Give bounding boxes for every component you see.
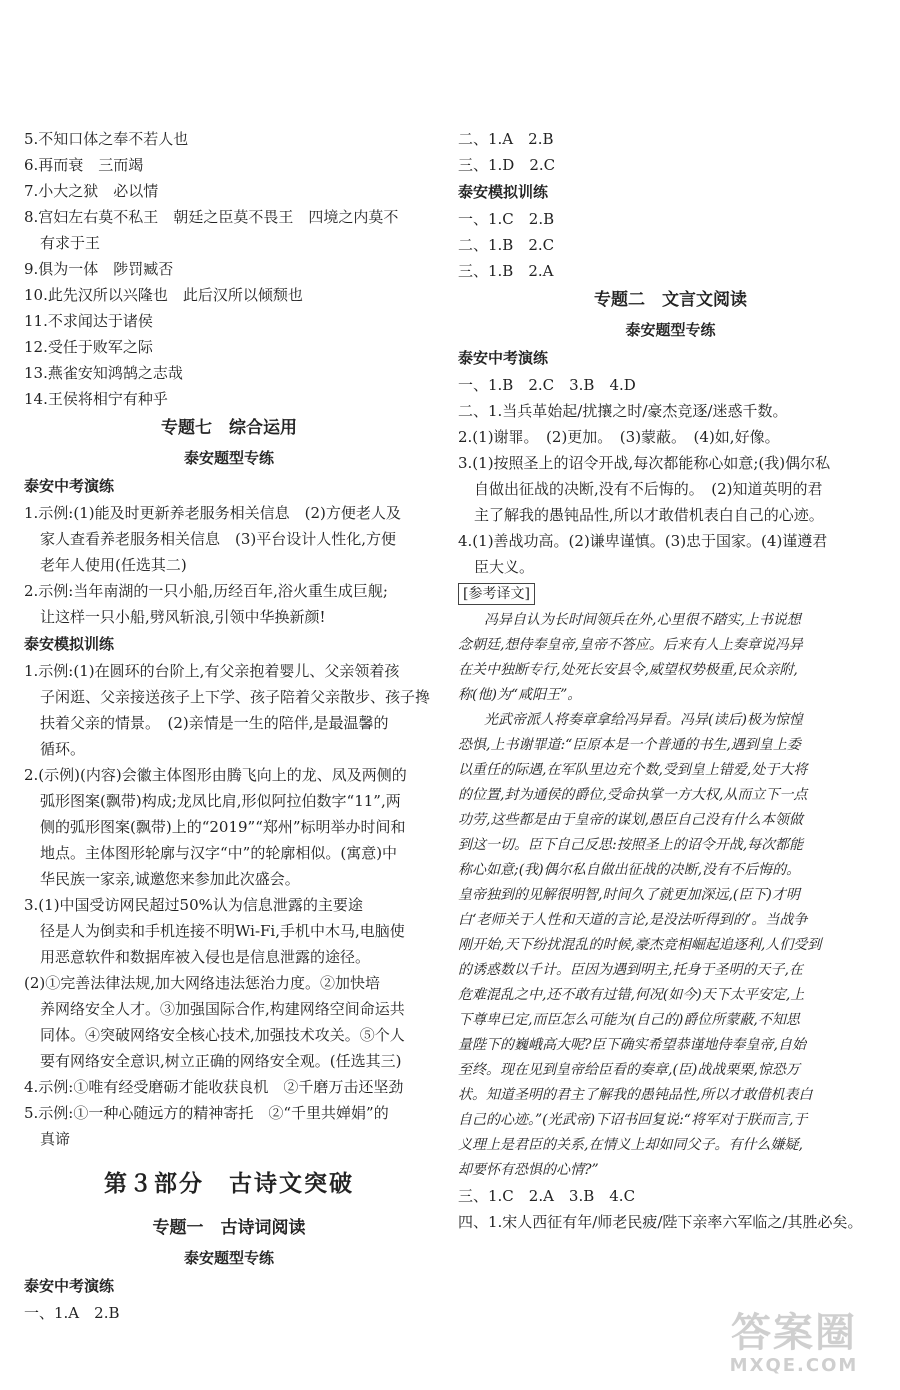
text-line: 下尊卑已定,而臣怎么可能为(自己的)爵位所蒙蔽,不知思: [458, 1012, 800, 1028]
text-line: 二、1.A 2.B: [458, 130, 554, 148]
watermark-url: MXQE.COM: [729, 1355, 859, 1376]
section-mock-training: 泰安模拟训练: [24, 635, 115, 653]
text-line: 到这一切。臣下自己反思:按照圣上的诏令开战,每次都能: [458, 837, 804, 853]
section-exam-practice-2: 泰安中考演练: [24, 1277, 115, 1295]
text-line: 的诱惑数以千计。臣因为遇到明主,托身于圣明的天子,在: [458, 962, 803, 978]
reference-translation: [458, 608, 883, 1183]
answer-list-exam-3: [458, 372, 883, 580]
text-line: 主了解我的愚钝品性,所以才敢借机表白自己的心迹。: [474, 506, 824, 524]
text-line: 1.示例:(1)在圆环的台阶上,有父亲抱着婴儿、父亲领着孩: [24, 662, 400, 680]
answer-list-exam: [24, 500, 434, 630]
text-line: 臣大义。: [474, 558, 535, 576]
text-line: 刚开始,天下纷扰混乱的时候,豪杰竞相崛起追逐利,人们受到: [458, 937, 822, 953]
text-line: 让这样一只小船,劈风斩浪,引领中华换新颜!: [40, 608, 326, 626]
text-line: 3.(1)中国受访网民超过50%认为信息泄露的主要途: [24, 896, 363, 914]
text-line: 以重任的际遇,在军队里边充个数,受到皇上错爱,处于大将: [458, 762, 808, 778]
text-line: 华民族一家亲,诚邀您来参加此次盛会。: [40, 870, 300, 888]
text-line: 2.(1)谢罪。 (2)更加。 (3)蒙蔽。 (4)如,好像。: [458, 428, 780, 446]
text-line: 7.小大之狱 必以情: [24, 182, 159, 200]
text-line: 二、1.B 2.C: [458, 236, 555, 254]
text-line: 自己的心迹。”(光武帝)下诏书回复说:“将军对于朕而言,于: [458, 1112, 808, 1128]
reference-translation-label: [参考译文]: [458, 583, 535, 605]
text-line: 真谛: [40, 1130, 71, 1148]
answer-list-end: [458, 1183, 883, 1235]
text-line: 用恶意软件和数据库被入侵也是信息泄露的途径。: [40, 948, 371, 966]
text-line: 要有网络安全意识,树立正确的网络安全观。(任选其三): [40, 1052, 402, 1070]
text-line: 三、1.C 2.A 3.B 4.C: [458, 1187, 636, 1205]
text-line: 二、1.当兵革始起/扰攘之时/豪杰竞逐/迷惑千数。: [458, 402, 788, 420]
text-line: 危难混乱之中,还不敢有过错,何况(如今)天下太平安定,上: [458, 987, 805, 1003]
text-line: 扶着父亲的情景。 (2)亲情是一生的陪伴,是最温馨的: [40, 714, 389, 732]
text-line: 12.受任于败军之际: [24, 338, 153, 356]
answer-list-poetry: [458, 126, 883, 178]
text-line: 三、1.D 2.C: [458, 156, 556, 174]
text-line: 8.宫妇左右莫不私王 朝廷之臣莫不畏王 四境之内莫不: [24, 208, 399, 226]
text-line: 白‘老师关于人性和天道的言论,是没法听得到的’。当战争: [458, 912, 808, 928]
section-exam-practice-3: 泰安中考演练: [458, 349, 549, 367]
text-line: 义理上是君臣的关系,在情义上却如同父子。有什么嫌疑,: [458, 1137, 803, 1153]
text-line: 9.俱为一体 陟罚臧否: [24, 260, 174, 278]
text-line: 地点。主体图形轮廓与汉字“中”的轮廓相似。(寓意)中: [40, 844, 398, 862]
text-line: 冯异自认为长时间领兵在外,心里很不踏实,上书说想: [484, 612, 801, 628]
text-line: 5.示例:①一种心随远方的精神寄托 ②“千里共婵娟”的: [24, 1104, 389, 1122]
text-line: 家人查看养老服务相关信息 (3)平台设计人性化,方便: [40, 530, 397, 548]
text-line: 3.(1)按照圣上的诏令开战,每次都能称心如意;(我)偶尔私: [458, 454, 831, 472]
text-line: 皇帝独到的见解很明智,时间久了就更加深远,(臣下)才明: [458, 887, 800, 903]
text-line: 同体。④突破网络安全核心技术,加强技术攻关。⑤个人: [40, 1026, 405, 1044]
text-line: 一、1.A 2.B: [24, 1304, 120, 1322]
text-line: 状。知道圣明的君主了解我的愚钝品性,所以才敢借机表白: [458, 1087, 813, 1103]
answer-list-classical-quotes: [24, 126, 434, 412]
text-line: 2.示例:当年南湖的一只小船,历经百年,浴火重生成巨舰;: [24, 582, 388, 600]
text-line: 却要怀有恐惧的心情?”: [458, 1162, 599, 1178]
topic7-subtitle: 泰安题型专练: [183, 449, 274, 467]
topic7-title: 专题七 综合运用: [161, 418, 297, 438]
text-line: 6.再而衰 三而竭: [24, 156, 144, 174]
answer-list-mock-2: [458, 206, 883, 284]
text-line: 一、1.C 2.B: [458, 210, 555, 228]
watermark-logo: [704, 1311, 884, 1376]
text-line: 光武帝派人将奏章拿给冯异看。冯异(读后)极为惊惶: [484, 712, 803, 728]
text-line: 在关中独断专行,处死长安县令,威望权势极重,民众亲附,: [458, 662, 798, 678]
text-line: 老年人使用(任选其二): [40, 556, 187, 574]
text-line: 一、1.B 2.C 3.B 4.D: [458, 376, 636, 394]
text-line: 功劳,这些都是由于皇帝的谋划,愚臣自己没有什么本领做: [458, 812, 803, 828]
text-line: 2.(示例)(内容)会徽主体图形由腾飞向上的龙、凤及两侧的: [24, 766, 407, 784]
section-mock-training-2: 泰安模拟训练: [458, 183, 549, 201]
text-line: 自做出征战的决断,没有不后悔的。 (2)知道英明的君: [474, 480, 823, 498]
section-exam-practice: 泰安中考演练: [24, 477, 115, 495]
text-line: 有求于王: [40, 234, 101, 252]
topic2-subtitle: 泰安题型专练: [625, 321, 716, 339]
text-line: 量陛下的巍峨高大呢?臣下确实希望恭谨地侍奉皇帝,自始: [458, 1037, 806, 1053]
text-line: 的位置,封为通侯的爵位,受命执掌一方大权,从而立下一点: [458, 787, 808, 803]
text-line: 至终。现在见到皇帝给臣看的奏章,(臣)战战栗栗,惊恐万: [458, 1062, 800, 1078]
text-line: 循环。: [40, 740, 86, 758]
topic1-title: 专题一 古诗词阅读: [152, 1218, 306, 1238]
text-line: 弧形图案(飘带)构成;龙凤比肩,形似阿拉伯数字“11”,两: [40, 792, 401, 810]
part3-title: 第３部分 古诗文突破: [104, 1170, 354, 1197]
right-column: [458, 126, 883, 1235]
answer-list-exam-2: [24, 1300, 434, 1326]
text-line: 4.示例:①唯有经受磨砺才能收获良机 ②千磨万击还坚劲: [24, 1078, 404, 1096]
topic2-title: 专题二 文言文阅读: [594, 290, 747, 310]
text-line: 侧的弧形图案(飘带)上的“2019”“郑州”标明举办时间和: [40, 818, 406, 836]
text-line: 称(他)为“咸阳王”。: [458, 687, 582, 703]
watermark-text: 答案圈: [731, 1310, 857, 1356]
topic1-subtitle: 泰安题型专练: [183, 1249, 274, 1267]
text-line: 14.王侯将相宁有种乎: [24, 390, 168, 408]
text-line: 念朝廷,想侍奉皇帝,皇帝不答应。后来有人上奏章说冯异: [458, 637, 803, 653]
text-line: 1.示例:(1)能及时更新养老服务相关信息 (2)方便老人及: [24, 504, 401, 522]
text-line: 恐惧,上书谢罪道:“臣原本是一个普通的书生,遇到皇上委: [458, 737, 801, 753]
left-column: [24, 126, 434, 1326]
text-line: (2)①完善法律法规,加大网络违法惩治力度。②加快培: [24, 974, 381, 992]
text-line: 径是人为倒卖和手机连接不明Wi-Fi,手机中木马,电脑使: [40, 922, 405, 940]
text-line: 13.燕雀安知鸿鹄之志哉: [24, 364, 183, 382]
text-line: 10.此先汉所以兴隆也 此后汉所以倾颓也: [24, 286, 303, 304]
answer-list-mock: [24, 658, 434, 1152]
text-line: 四、1.宋人西征有年/师老民疲/陛下亲率六军临之/其胜必矣。: [458, 1213, 863, 1231]
text-line: 养网络安全人才。③加强国际合作,构建网络空间命运共: [40, 1000, 405, 1018]
text-line: 11.不求闻达于诸侯: [24, 312, 153, 330]
text-line: 称心如意;(我)偶尔私自做出征战的决断,没有不后悔的。: [458, 862, 801, 878]
text-line: 4.(1)善战功高。(2)谦卑谨慎。(3)忠于国家。(4)谨遵君: [458, 532, 828, 550]
text-line: 5.不知口体之奉不若人也: [24, 130, 189, 148]
text-line: 三、1.B 2.A: [458, 262, 554, 280]
text-line: 子闲逛、父亲接送孩子上下学、孩子陪着父亲散步、孩子搀: [40, 688, 431, 706]
